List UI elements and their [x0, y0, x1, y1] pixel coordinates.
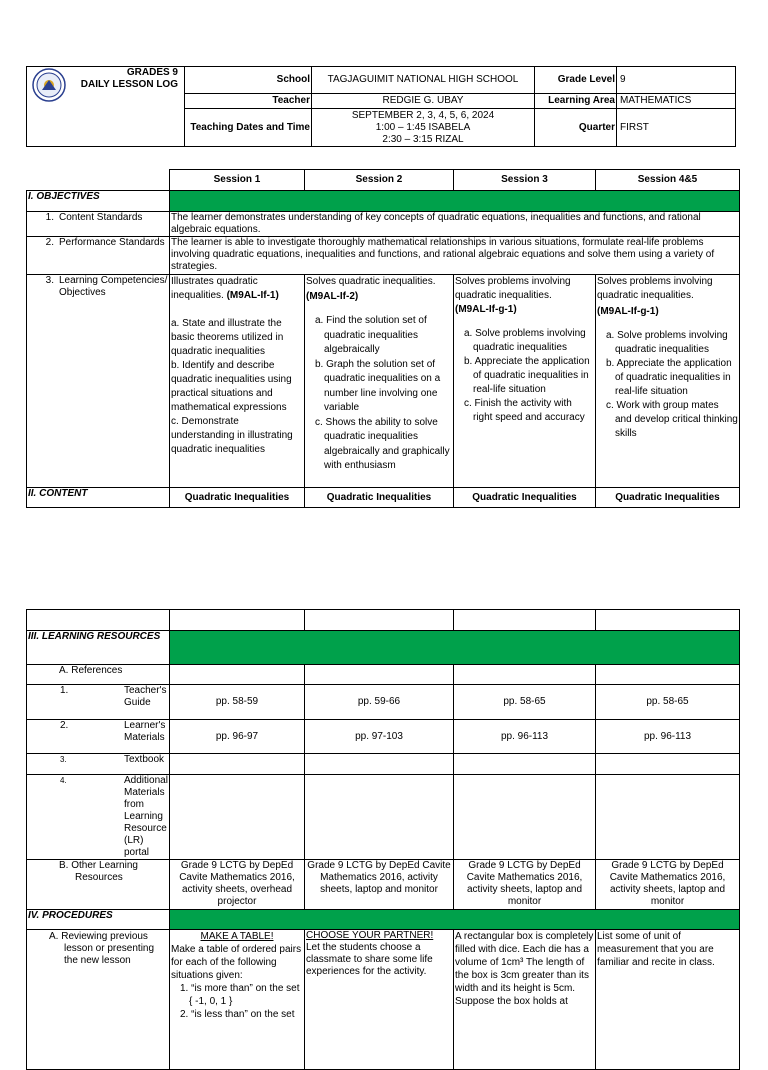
- learners-materials-text: Learner's Materials: [124, 720, 166, 743]
- lm-pages-s1: pp. 96-97: [170, 720, 305, 754]
- review-lesson-text: A. Reviewing previous lesson or presenting the new lesson: [49, 931, 155, 966]
- review-s1: [170, 930, 305, 1070]
- blank-cell: [170, 665, 305, 685]
- s1-item-c: c. Demonstrate understanding in illustrating quadratic inequalities: [171, 416, 293, 455]
- teaching-dates-value: [312, 109, 535, 147]
- make-a-table-title: MAKE A TABLE!: [200, 931, 274, 942]
- make-a-table-item-1: 1. “is more than” on the set { -1, 0, 1 }: [180, 983, 300, 1007]
- teachers-guide-number: 1.: [60, 685, 69, 696]
- title-line-1: GRADES 9: [126, 67, 178, 78]
- quarter-label: Quarter: [535, 109, 617, 147]
- school-value: TAGJAGUIMIT NATIONAL HIGH SCHOOL: [312, 67, 535, 94]
- session-1-competencies: [170, 275, 305, 488]
- teacher-label: Teacher: [185, 94, 312, 109]
- s2-item-b: b. Graph the solution set of quadratic inequalities on a number line involving one variable: [315, 358, 441, 413]
- s3-item-b: b. Appreciate the application of quadratic inequalities in real-life situation: [464, 356, 590, 395]
- blank-cell: [596, 775, 740, 860]
- learning-competencies-text-label: Learning Competencies/ Objectives: [59, 275, 168, 298]
- review-lesson-label: [27, 930, 170, 1070]
- other-resources-label: [27, 860, 170, 910]
- session-4-5-competencies: [596, 275, 740, 488]
- additional-materials-label: [27, 775, 170, 860]
- choose-partner-title: CHOOSE YOUR PARTNER!: [306, 930, 434, 941]
- objectives-green-bar: [170, 191, 740, 212]
- content-topic-s3: Quadratic Inequalities: [454, 488, 596, 508]
- content-topic-s4: Quadratic Inequalities: [596, 488, 740, 508]
- grade-level-value: 9: [617, 67, 736, 94]
- other-resources-s1: Grade 9 LCTG by DepEd Cavite Mathematics 2016, activity sheets, overhead projector: [170, 860, 305, 910]
- textbook-label: [27, 754, 170, 775]
- s3-item-a: a. Solve problems involving quadratic inequalities: [464, 328, 586, 353]
- dates-line-2: 1:00 – 1:45 ISABELA: [375, 121, 471, 133]
- session-4-5-header: Session 4&5: [596, 170, 740, 191]
- textbook-text: Textbook: [124, 754, 165, 765]
- blank-cell: [454, 665, 596, 685]
- lm-pages-s4: pp. 96-113: [596, 720, 740, 754]
- teachers-guide-text: Teacher's Guide: [124, 685, 167, 708]
- blank-cell: [305, 754, 454, 775]
- references-label: A. References: [27, 665, 170, 685]
- quarter-value: FIRST: [617, 109, 736, 147]
- blank-cell: [170, 754, 305, 775]
- review-s2: [305, 930, 454, 1070]
- blank-cell: [454, 775, 596, 860]
- blank-cell: [454, 754, 596, 775]
- learning-competencies-number: 3.: [45, 275, 54, 286]
- s2-code: (M9AL-If-2): [306, 290, 359, 302]
- make-a-table-item-2: 2. “is less than” on the set: [180, 1009, 295, 1020]
- grade-level-label: Grade Level: [535, 67, 617, 94]
- learning-area-label: Learning Area: [535, 94, 617, 109]
- performance-standards-number: 2.: [45, 237, 54, 248]
- tg-pages-s3: pp. 58-65: [454, 685, 596, 720]
- s1-item-b: b. Identify and describe quadratic inequalities using practical situations and mathematical expressions: [171, 360, 292, 413]
- header-table: [26, 66, 736, 147]
- blank-corner: [27, 170, 170, 191]
- textbook-number: 3.: [60, 755, 67, 764]
- s3-intro: Solves problems involving quadratic inequalities.: [455, 276, 571, 301]
- blank-cell: [454, 610, 596, 631]
- tg-pages-s1: pp. 58-59: [170, 685, 305, 720]
- review-s3: [454, 930, 596, 1070]
- objectives-heading: I. OBJECTIVES: [27, 191, 170, 212]
- s1-item-a: a. State and illustrate the basic theorems utilized in quadratic inequalities: [171, 318, 284, 357]
- s4-intro: Solves problems involving quadratic inequalities.: [597, 276, 713, 301]
- teaching-dates-label: Teaching Dates and Time: [185, 109, 312, 147]
- lm-pages-s3: pp. 96-113: [454, 720, 596, 754]
- s2-item-a: a. Find the solution set of quadratic inequalities algebraically: [315, 315, 427, 355]
- dates-line-1: SEPTEMBER 2, 3, 4, 5, 6, 2024: [351, 109, 495, 121]
- other-resources-text: B. Other Learning Resources: [59, 860, 138, 883]
- blank-cell: [305, 665, 454, 685]
- content-heading: II. CONTENT: [27, 488, 170, 508]
- s4-item-c: c. Work with group mates and develop critical thinking skills: [606, 400, 738, 439]
- school-label: School: [185, 67, 312, 94]
- s3-code: (M9AL-If-g-1): [455, 304, 517, 315]
- s4-item-a: a. Solve problems involving quadratic inequalities: [606, 330, 728, 355]
- choose-partner-text: Let the students choose a classmate to share some life experiences for the activity.: [306, 942, 433, 977]
- s1-intro: Illustrates quadratic inequalities.: [171, 276, 258, 301]
- procedures-heading: IV. PROCEDURES: [27, 910, 170, 930]
- learning-resources-heading: III. LEARNING RESOURCES: [27, 631, 170, 665]
- s2-intro: Solves quadratic inequalities.: [306, 276, 436, 287]
- learning-area-value: MATHEMATICS: [617, 94, 736, 109]
- s4-code: (M9AL-If-g-1): [597, 306, 659, 317]
- tg-pages-s2: pp. 59-66: [305, 685, 454, 720]
- resources-green-bar: [170, 631, 740, 665]
- other-resources-s4: Grade 9 LCTG by DepEd Cavite Mathematics 2016, activity sheets, laptop and monitor: [596, 860, 740, 910]
- other-resources-s3: Grade 9 LCTG by DepEd Cavite Mathematics 2016, activity sheets, laptop and monitor: [454, 860, 596, 910]
- blank-cell: [27, 610, 170, 631]
- s3-item-c: c. Finish the activity with right speed and accuracy: [464, 398, 585, 423]
- lesson-table-page1: [26, 169, 740, 508]
- performance-standards-text-label: Performance Standards: [59, 237, 165, 248]
- lesson-table-page2: [26, 609, 740, 1070]
- teachers-guide-label: [27, 685, 170, 720]
- blank-cell: [305, 610, 454, 631]
- content-standards-text-label: Content Standards: [59, 212, 143, 223]
- units-of-measurement-text: List some of unit of measurement that you are familiar and recite in class.: [597, 931, 715, 968]
- title-line-2: DAILY LESSON LOG: [80, 79, 178, 90]
- s2-item-c: c. Shows the ability to solve quadratic inequalities algebraically and graphically with enthusiasm: [315, 416, 450, 471]
- make-a-table-text: Make a table of ordered pairs for each of the following situations given:: [171, 944, 302, 981]
- session-1-header: Session 1: [170, 170, 305, 191]
- performance-standards-text: The learner is able to investigate thoroughly mathematical relationships in various situations, formulate real-life problems involving quadratic equations, inequalities and functions, and rational algebraic equations and solve them using a variety of strategies.: [170, 237, 740, 275]
- blank-cell: [170, 775, 305, 860]
- session-3-competencies: [454, 275, 596, 488]
- learners-materials-label: [27, 720, 170, 754]
- content-topic-s1: Quadratic Inequalities: [170, 488, 305, 508]
- content-standards-text: The learner demonstrates understanding of key concepts of quadratic equations, inequalities and functions, and rational algebraic equations.: [170, 212, 740, 237]
- performance-standards-label: [27, 237, 170, 275]
- blank-cell: [596, 754, 740, 775]
- lm-pages-s2: pp. 97-103: [305, 720, 454, 754]
- session-2-header: Session 2: [305, 170, 454, 191]
- session-3-header: Session 3: [454, 170, 596, 191]
- s1-code: (M9AL-If-1): [226, 290, 279, 301]
- blank-cell: [170, 610, 305, 631]
- s4-item-b: b. Appreciate the application of quadratic inequalities in real-life situation: [606, 358, 732, 397]
- rectangular-box-problem: A rectangular box is completely filled with dice. Each die has a volume of 1cm³ The length of the box is 3cm greater than its width and its height is 5cm. Suppose the box holds at: [455, 931, 594, 1007]
- blank-cell: [596, 610, 740, 631]
- blank-cell: [596, 665, 740, 685]
- learners-materials-number: 2.: [60, 720, 69, 731]
- content-standards-number: 1.: [45, 212, 54, 223]
- other-resources-s2: Grade 9 LCTG by DepEd Cavite Mathematics 2016, activity sheets, laptop and monitor: [305, 860, 454, 910]
- dates-line-3: 2:30 – 3:15 RIZAL: [382, 133, 464, 145]
- additional-materials-text: Additional Materials from Learning Resource (LR) portal: [124, 775, 168, 858]
- review-s4: [596, 930, 740, 1070]
- session-2-competencies: [305, 275, 454, 488]
- blank-cell: [305, 775, 454, 860]
- procedures-green-bar: [170, 910, 740, 930]
- learning-competencies-label: [27, 275, 170, 488]
- additional-materials-number: 4.: [60, 776, 67, 785]
- content-standards-label: [27, 212, 170, 237]
- lesson-log-title: [27, 67, 185, 147]
- content-topic-s2: Quadratic Inequalities: [305, 488, 454, 508]
- tg-pages-s4: pp. 58-65: [596, 685, 740, 720]
- teacher-value: REDGIE G. UBAY: [312, 94, 535, 109]
